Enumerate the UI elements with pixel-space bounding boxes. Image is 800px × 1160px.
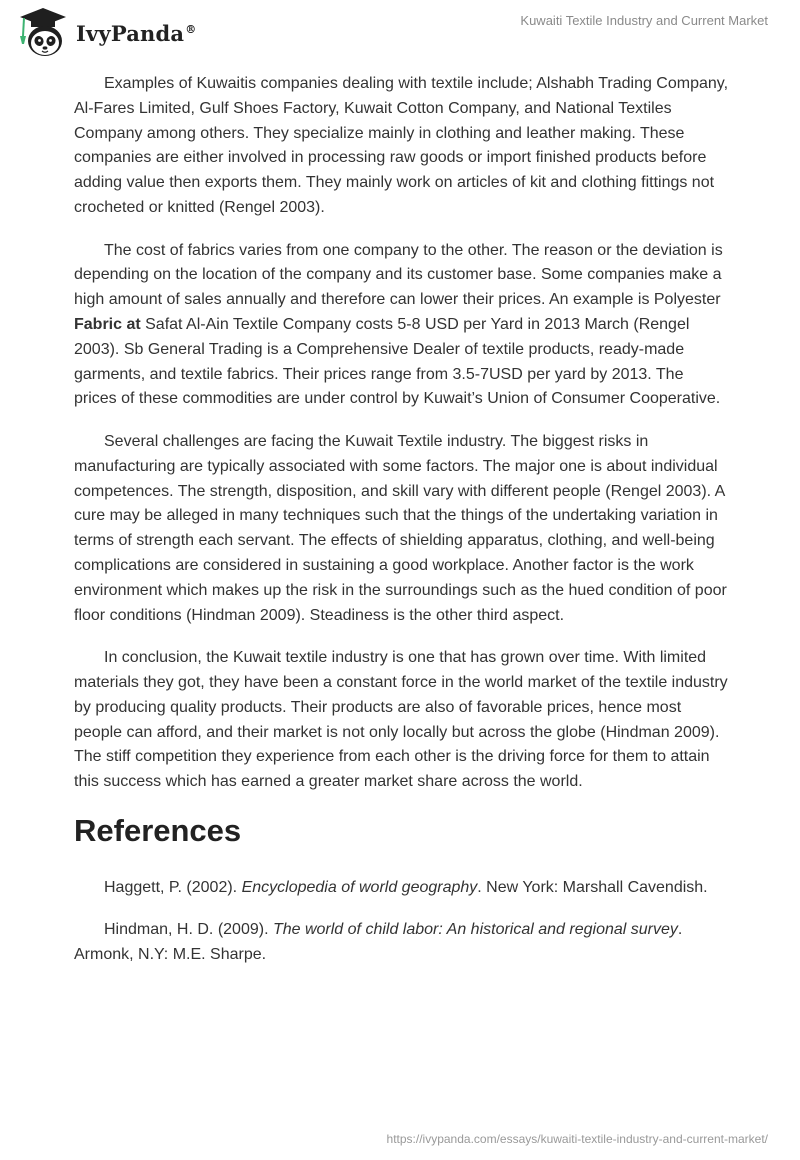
references-heading: References [74,812,242,848]
reference-item: Hindman, H. D. (2009). The world of child labor: An historical and regional survey. Armonk, N.Y: M.E. Sharpe. [74,921,683,964]
panda-graduate-icon [14,6,72,58]
bold-phrase: Fabric at [74,315,141,333]
paragraph-conclusion: In conclusion, the Kuwait textile industry is one that has grown over time. With limited materials they got, they have been a constant force in the world market of the textile industry by producing quality products. Their products are also of favorable prices, hence most people can afford, and their market is not only locally but across the globe (Hindman 2009). The stiff competition they experience from each other is the driving force for them to attain this success which has earned a greater market share across the world. [74,649,728,791]
brand-name: IvyPanda® [76,20,197,46]
paragraph-fabric-cost: The cost of fabrics varies from one company to the other. The reason or the deviation is depending on the location of the company and its customer base. Some companies make a high amount of sales annually and therefore can lower their prices. An example is Polyester Fabric at Safat Al-Ain Textile Company costs 5-8 USD per Yard in 2013 March (Rengel 2003). Sb General Trading is a Comprehensive Dealer of textile products, ready-made garments, and textile fabrics. Their prices range from 3.5-7USD per yard by 2013. The prices of these commodities are under control by Kuwait’s Union of Consumer Cooperative. [74,241,723,408]
source-url[interactable]: https://ivypanda.com/essays/kuwaiti-textile-industry-and-current-market/ [386,1132,768,1146]
ivypanda-logo[interactable] [14,6,196,58]
paragraph-challenges: Several challenges are facing the Kuwait Textile industry. The biggest risks in manufacturing are typically associated with some factors. The major one is about individual competences. The strength, disposition, and skill vary with different people (Rengel 2003). A cure may be alleged in many techniques such that the things of the undertaking variation in terms of strength each servant. The effects of shielding apparatus, clothing, and well-being complications are considered in sustaining a good workplace. Another factor is the work environment which makes up the risk in the surroundings such as the hued condition of poor floor conditions (Hindman 2009). Steadiness is the other third aspect. [74,432,727,624]
document-title: Kuwaiti Textile Industry and Current Market [520,13,768,28]
essay-body [74,72,730,986]
page-header [0,0,800,62]
paragraph-examples: Examples of Kuwaitis companies dealing with textile include; Alshabh Trading Company, Al-Fares Limited, Gulf Shoes Factory, Kuwait Cotton Company, and National Textiles Company among others. They specialize mainly in clothing and leather making. These companies are either involved in processing raw goods or import finished products before adding value then exports them. They mainly work on articles of kit and clothing fittings not crocheted or knitted (Rengel 2003). [74,75,729,216]
reference-item: Haggett, P. (2002). Encyclopedia of world geography. New York: Marshall Cavendish. [104,878,708,896]
